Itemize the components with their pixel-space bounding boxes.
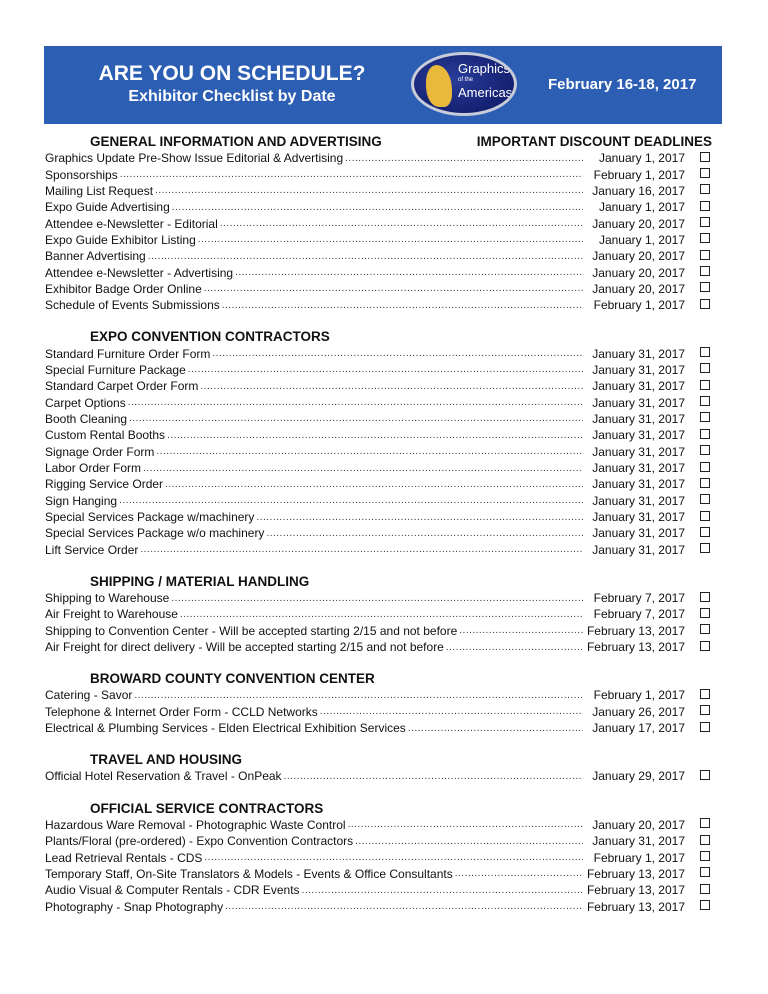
checklist-section	[45, 751, 710, 784]
checklist	[45, 133, 710, 930]
section-title: GENERAL INFORMATION AND ADVERTISING	[90, 134, 382, 149]
section-heading	[45, 751, 710, 768]
item-label: Standard Furniture Order Form	[45, 346, 211, 361]
item-deadline: January 31, 2017	[592, 542, 685, 557]
dot-leader	[188, 364, 583, 375]
checklist-item	[45, 378, 710, 394]
dot-leader	[155, 185, 583, 196]
checklist-item	[45, 199, 710, 215]
item-checkbox[interactable]	[700, 867, 710, 877]
dot-leader	[446, 642, 583, 653]
item-checkbox[interactable]	[700, 250, 710, 260]
item-deadline: January 31, 2017	[592, 510, 685, 525]
item-checkbox[interactable]	[700, 152, 710, 162]
item-checkbox[interactable]	[700, 445, 710, 455]
item-label: Shipping to Warehouse	[45, 591, 170, 606]
dot-leader	[128, 397, 583, 408]
item-deadline: February 1, 2017	[593, 850, 685, 865]
item-deadline: January 20, 2017	[592, 265, 685, 280]
item-checkbox[interactable]	[700, 494, 710, 504]
item-deadline: February 13, 2017	[586, 866, 685, 881]
dot-leader	[284, 771, 583, 782]
checklist-section	[45, 670, 710, 736]
item-label: Special Services Package w/machinery	[45, 510, 255, 525]
item-label: Expo Guide Exhibitor Listing	[45, 232, 196, 247]
checklist-item	[45, 150, 710, 166]
checklist-item	[45, 866, 710, 882]
checklist-item	[45, 542, 710, 558]
dot-leader	[222, 300, 583, 311]
item-checkbox[interactable]	[700, 396, 710, 406]
dot-leader	[171, 593, 583, 604]
checklist-item	[45, 297, 710, 313]
item-label: Catering - Savor	[45, 688, 133, 703]
dot-leader	[134, 690, 583, 701]
item-checkbox[interactable]	[700, 347, 710, 357]
section-heading	[45, 328, 710, 345]
dot-leader	[212, 348, 583, 359]
checklist-item	[45, 460, 710, 476]
item-label: Sponsorships	[45, 167, 118, 182]
item-deadline: January 31, 2017	[592, 461, 685, 476]
checklist-item	[45, 882, 710, 898]
dot-leader	[156, 446, 583, 457]
item-deadline: January 1, 2017	[598, 200, 685, 215]
item-label: Rigging Service Order	[45, 477, 164, 492]
item-deadline: January 1, 2017	[598, 232, 685, 247]
section-heading	[45, 133, 710, 150]
checklist-item	[45, 639, 710, 655]
item-deadline: February 13, 2017	[586, 640, 685, 655]
item-checkbox[interactable]	[700, 641, 710, 651]
dot-leader	[167, 430, 583, 441]
item-deadline: January 31, 2017	[592, 477, 685, 492]
checklist-item	[45, 704, 710, 720]
item-label: Plants/Floral (pre-ordered) - Expo Convention Contractors	[45, 834, 354, 849]
checklist-item	[45, 232, 710, 248]
section-heading	[45, 573, 710, 590]
dot-leader	[459, 625, 583, 636]
section-title: TRAVEL AND HOUSING	[90, 752, 243, 768]
item-label: Attendee e-Newsletter - Editorial	[45, 216, 218, 231]
checklist-item	[45, 411, 710, 427]
item-label: Sign Hanging	[45, 493, 118, 508]
item-checkbox[interactable]	[700, 511, 710, 521]
dot-leader	[120, 169, 583, 180]
item-checkbox[interactable]	[700, 233, 710, 243]
item-label: Temporary Staff, On-Site Translators & Models - Events & Office Consultants	[45, 866, 453, 881]
item-checkbox[interactable]	[700, 184, 710, 194]
dot-leader	[220, 218, 583, 229]
checklist-item	[45, 768, 710, 784]
item-label: Official Hotel Reservation & Travel - OnPeak	[45, 769, 282, 784]
checklist-item	[45, 833, 710, 849]
item-checkbox[interactable]	[700, 543, 710, 553]
item-label: Lead Retrieval Rentals - CDS	[45, 850, 203, 865]
dot-leader	[355, 836, 583, 847]
dot-leader	[235, 267, 583, 278]
dot-leader	[266, 528, 583, 539]
checklist-item	[45, 623, 710, 639]
item-deadline: February 13, 2017	[586, 899, 685, 914]
section-title: SHIPPING / MATERIAL HANDLING	[90, 573, 310, 589]
checklist-item	[45, 166, 710, 182]
checklist-item	[45, 509, 710, 525]
item-deadline: January 20, 2017	[592, 216, 685, 231]
dot-leader	[225, 901, 583, 912]
dot-leader	[148, 251, 583, 262]
item-checkbox[interactable]	[700, 363, 710, 373]
item-deadline: January 31, 2017	[592, 362, 685, 377]
item-label: Custom Rental Booths	[45, 428, 166, 443]
item-deadline: January 17, 2017	[592, 721, 685, 736]
item-deadline: February 7, 2017	[593, 607, 685, 622]
event-dates: February 16-18, 2017	[548, 76, 697, 93]
dot-leader	[129, 413, 583, 424]
item-deadline: January 29, 2017	[592, 769, 685, 784]
item-deadline: January 1, 2017	[598, 151, 685, 166]
item-deadline: January 31, 2017	[592, 428, 685, 443]
checklist-item	[45, 849, 710, 865]
item-deadline: January 20, 2017	[592, 249, 685, 264]
item-deadline: February 1, 2017	[593, 167, 685, 182]
section-title: EXPO CONVENTION CONTRACTORS	[90, 329, 330, 345]
item-checkbox[interactable]	[700, 851, 710, 861]
dot-leader	[200, 381, 583, 392]
dot-leader	[140, 544, 583, 555]
checklist-section	[45, 328, 710, 557]
item-checkbox[interactable]	[700, 592, 710, 602]
section-title: OFFICIAL SERVICE CONTRACTORS	[90, 800, 324, 816]
dot-leader	[348, 819, 583, 830]
dot-leader	[172, 202, 583, 213]
checklist-section	[45, 800, 710, 915]
item-checkbox[interactable]	[700, 722, 710, 732]
globe-icon	[426, 65, 452, 107]
item-checkbox[interactable]	[700, 299, 710, 309]
checklist-item	[45, 394, 710, 410]
item-checkbox[interactable]	[700, 380, 710, 390]
item-checkbox[interactable]	[700, 770, 710, 780]
dot-leader	[256, 512, 583, 523]
checklist-item	[45, 248, 710, 264]
item-checkbox[interactable]	[700, 608, 710, 618]
checklist-item	[45, 720, 710, 736]
item-label: Attendee e-Newsletter - Advertising	[45, 265, 234, 280]
dot-leader	[302, 885, 583, 896]
item-label: Standard Carpet Order Form	[45, 379, 199, 394]
item-deadline: January 31, 2017	[592, 834, 685, 849]
item-checkbox[interactable]	[700, 705, 710, 715]
section-heading	[45, 670, 710, 687]
item-label: Mailing List Request	[45, 183, 154, 198]
item-label: Exhibitor Badge Order Online	[45, 281, 202, 296]
item-deadline: January 20, 2017	[592, 817, 685, 832]
checklist-item	[45, 898, 710, 914]
checklist-item	[45, 362, 710, 378]
item-deadline: January 31, 2017	[592, 346, 685, 361]
item-label: Hazardous Ware Removal - Photographic Waste Control	[45, 817, 346, 832]
checklist-section	[45, 133, 710, 313]
item-checkbox[interactable]	[700, 818, 710, 828]
page-subtitle: Exhibitor Checklist by Date	[128, 88, 336, 105]
item-deadline: February 13, 2017	[586, 883, 685, 898]
item-deadline: January 26, 2017	[592, 704, 685, 719]
item-label: Carpet Options	[45, 395, 126, 410]
item-label: Signage Order Form	[45, 444, 155, 459]
item-label: Electrical & Plumbing Services - Elden Electrical Exhibition Services	[45, 721, 406, 736]
section-title: BROWARD COUNTY CONVENTION CENTER	[90, 671, 375, 687]
item-checkbox[interactable]	[700, 168, 710, 178]
header-banner	[44, 46, 722, 124]
checklist-item	[45, 183, 710, 199]
item-deadline: January 31, 2017	[592, 526, 685, 541]
item-label: Special Furniture Package	[45, 362, 186, 377]
item-label: Booth Cleaning	[45, 411, 128, 426]
item-label: Banner Advertising	[45, 249, 146, 264]
checklist-section	[45, 573, 710, 655]
item-checkbox[interactable]	[700, 429, 710, 439]
item-label: Special Services Package w/o machinery	[45, 526, 265, 541]
item-deadline: February 7, 2017	[593, 591, 685, 606]
checklist-item	[45, 525, 710, 541]
checklist-item	[45, 476, 710, 492]
dot-leader	[408, 723, 583, 734]
dot-leader	[143, 463, 583, 474]
item-label: Air Freight to Warehouse	[45, 607, 178, 622]
item-label: Shipping to Convention Center - Will be accepted starting 2/15 and not before	[45, 623, 458, 638]
checklist-item	[45, 444, 710, 460]
checklist-item	[45, 427, 710, 443]
item-checkbox[interactable]	[700, 412, 710, 422]
item-deadline: February 13, 2017	[586, 623, 685, 638]
dot-leader	[345, 153, 583, 164]
item-checkbox[interactable]	[700, 201, 710, 211]
checklist-item	[45, 687, 710, 703]
item-label: Lift Service Order	[45, 542, 139, 557]
checklist-item	[45, 817, 710, 833]
dot-leader	[204, 283, 583, 294]
item-deadline: January 31, 2017	[592, 444, 685, 459]
deadlines-heading: IMPORTANT DISCOUNT DEADLINES	[476, 134, 712, 149]
item-checkbox[interactable]	[700, 527, 710, 537]
item-deadline: February 1, 2017	[593, 298, 685, 313]
item-label: Schedule of Events Submissions	[45, 298, 220, 313]
dot-leader	[455, 868, 583, 879]
item-deadline: January 20, 2017	[592, 281, 685, 296]
checklist-item	[45, 215, 710, 231]
item-checkbox[interactable]	[700, 884, 710, 894]
item-deadline: January 31, 2017	[592, 379, 685, 394]
item-deadline: January 31, 2017	[592, 493, 685, 508]
item-label: Air Freight for direct delivery - Will be accepted starting 2/15 and not before	[45, 640, 444, 655]
checklist-item	[45, 345, 710, 361]
item-label: Photography - Snap Photography	[45, 899, 224, 914]
checklist-item	[45, 590, 710, 606]
item-checkbox[interactable]	[700, 462, 710, 472]
page-title: ARE YOU ON SCHEDULE?	[98, 62, 366, 85]
item-checkbox[interactable]	[700, 478, 710, 488]
graphics-of-the-americas-logo: Graphics of the Americas	[411, 52, 517, 116]
dot-leader	[320, 706, 583, 717]
item-checkbox[interactable]	[700, 689, 710, 699]
section-heading	[45, 800, 710, 817]
item-checkbox[interactable]	[700, 282, 710, 292]
item-deadline: January 16, 2017	[592, 183, 685, 198]
item-label: Graphics Update Pre-Show Issue Editorial & Advertising	[45, 151, 344, 166]
item-checkbox[interactable]	[700, 835, 710, 845]
item-label: Telephone & Internet Order Form - CCLD Networks	[45, 704, 318, 719]
dot-leader	[165, 479, 583, 490]
dot-leader	[198, 234, 583, 245]
item-checkbox[interactable]	[700, 217, 710, 227]
item-checkbox[interactable]	[700, 900, 710, 910]
checklist-item	[45, 281, 710, 297]
checklist-item	[45, 606, 710, 622]
item-label: Audio Visual & Computer Rentals - CDR Events	[45, 883, 300, 898]
dot-leader	[204, 852, 583, 863]
item-checkbox[interactable]	[700, 266, 710, 276]
item-checkbox[interactable]	[700, 624, 710, 634]
item-label: Labor Order Form	[45, 461, 142, 476]
item-deadline: February 1, 2017	[593, 688, 685, 703]
item-deadline: January 31, 2017	[592, 395, 685, 410]
checklist-item	[45, 493, 710, 509]
dot-leader	[180, 609, 583, 620]
item-label: Expo Guide Advertising	[45, 200, 170, 215]
checklist-item	[45, 264, 710, 280]
dot-leader	[119, 495, 583, 506]
item-deadline: January 31, 2017	[592, 411, 685, 426]
